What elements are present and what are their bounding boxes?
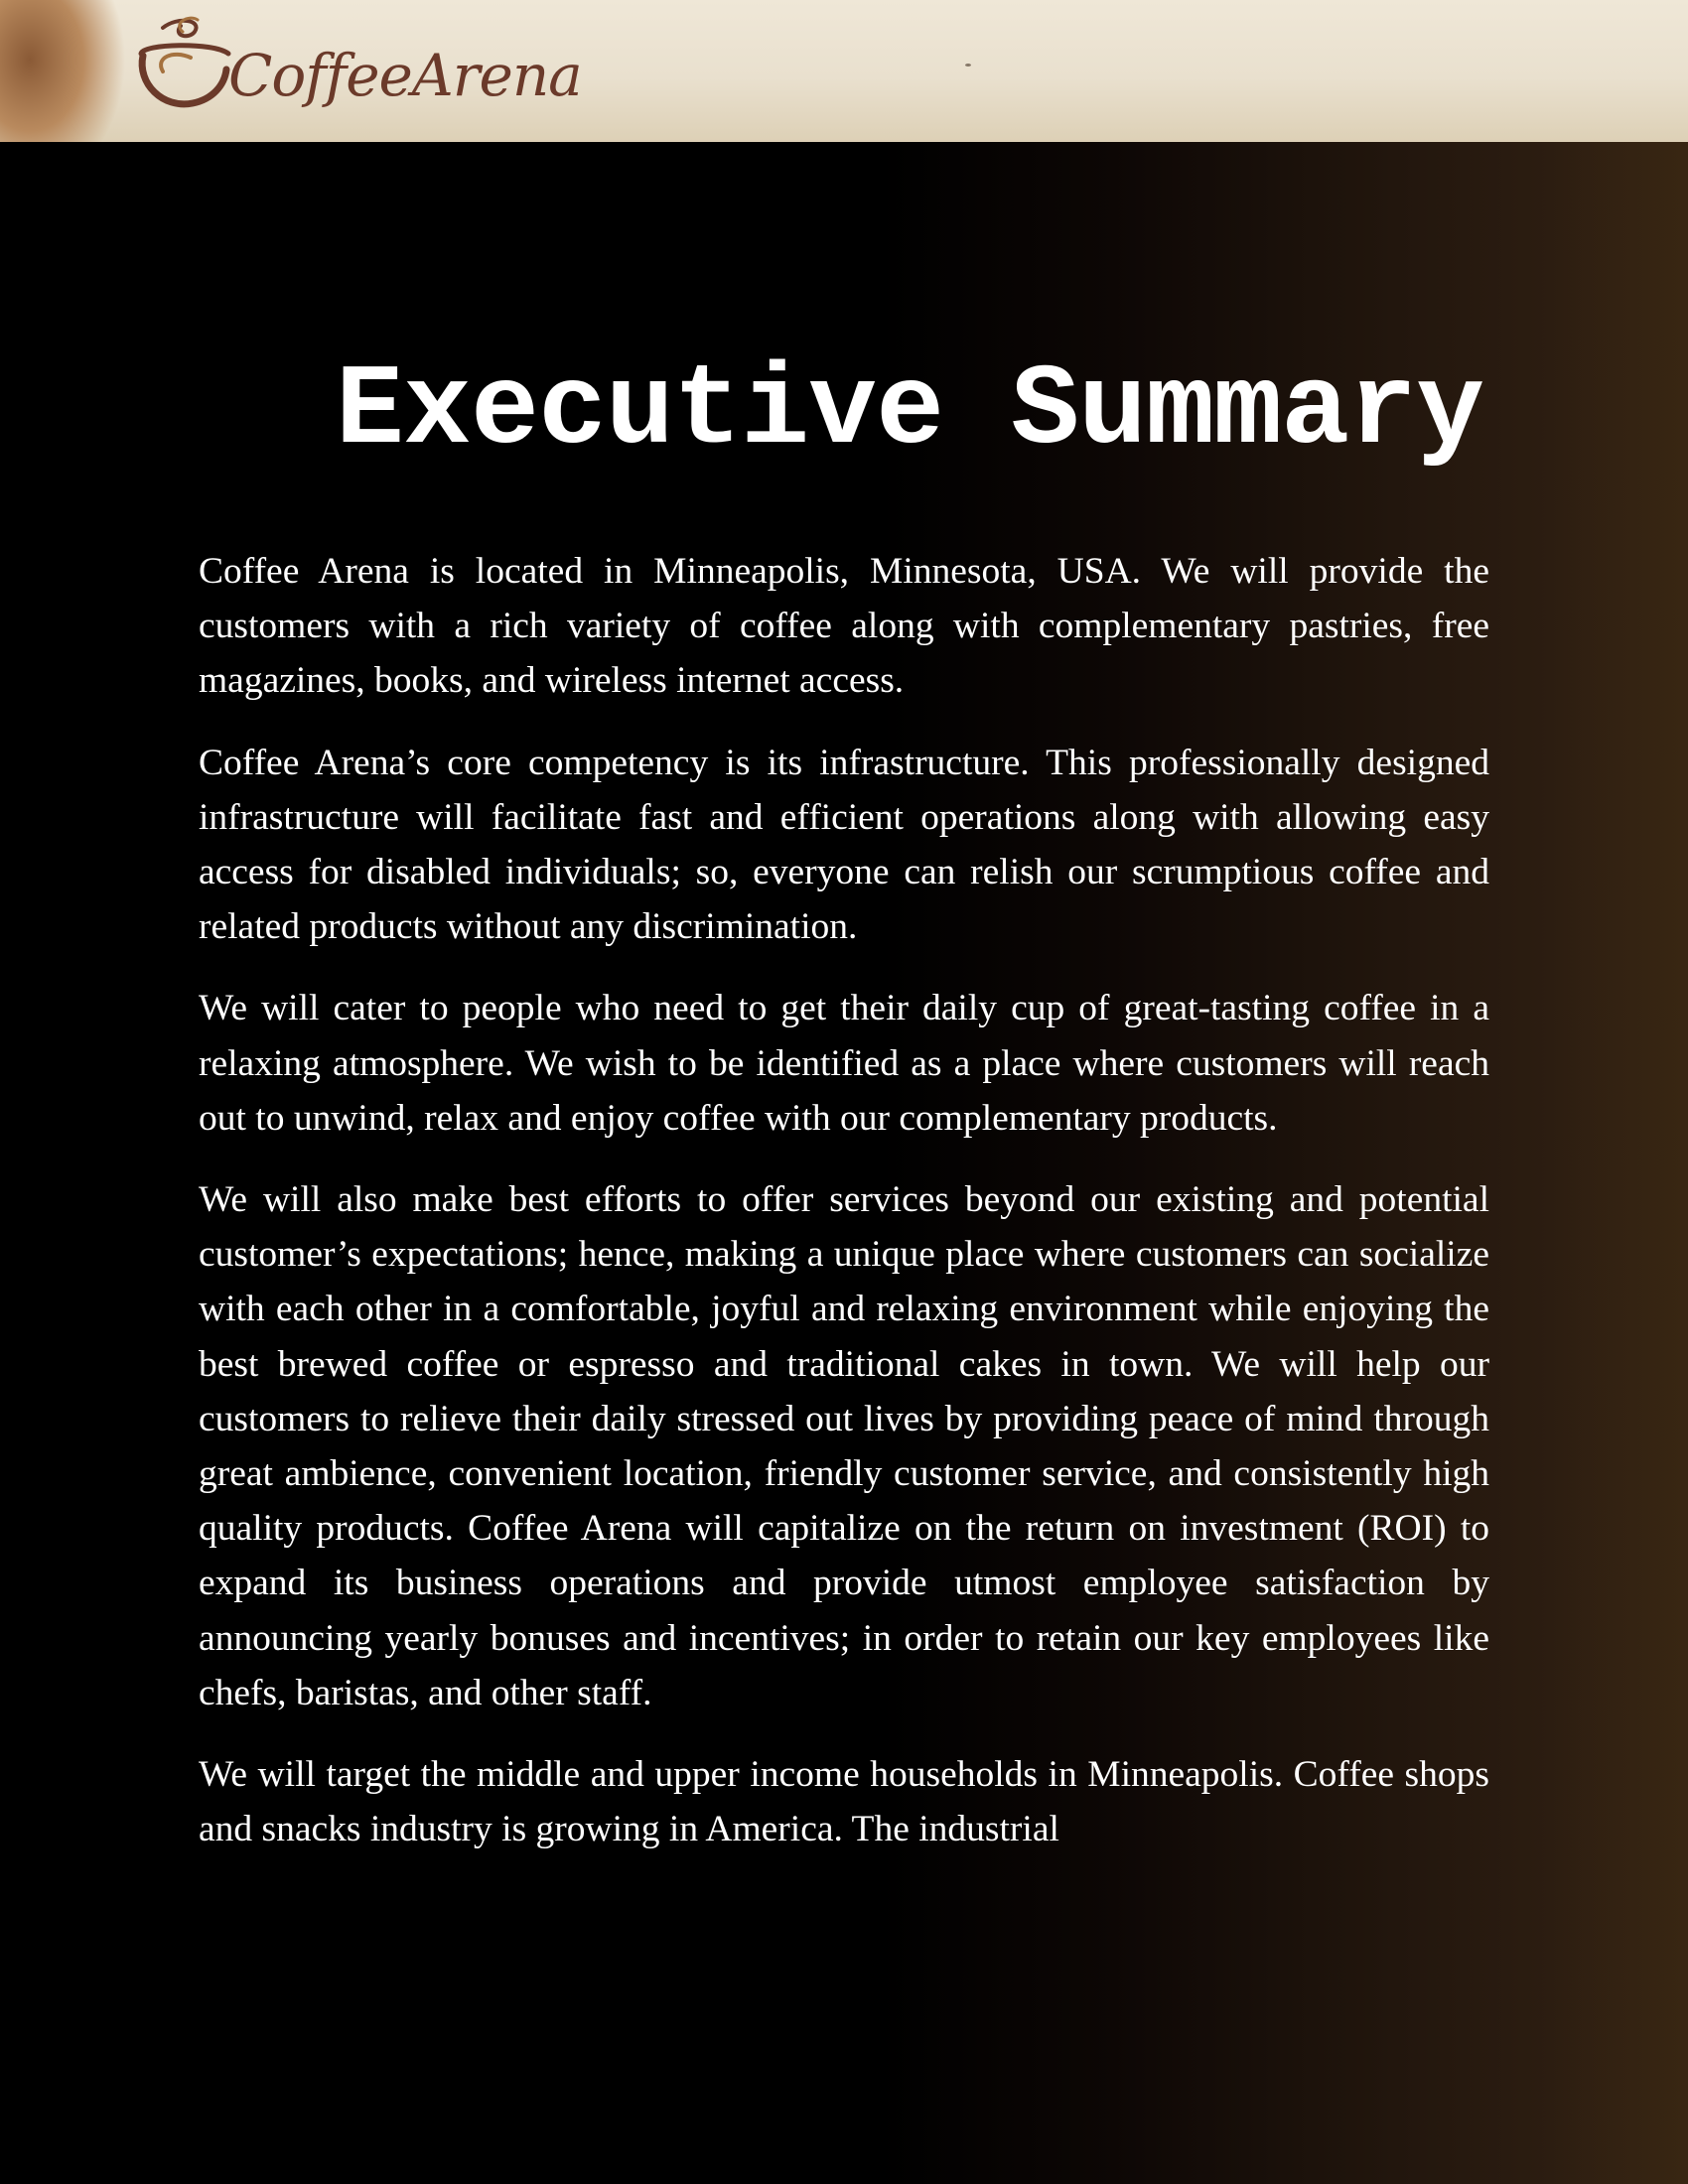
- coffee-arena-logo: [133, 14, 582, 113]
- paragraph: We will cater to people who need to get their daily cup of great-tasting coffee in a relaxing atmosphere. We wish to be identified as a place where customers will reach out to unwind, relax and enjoy coffee with our complementary products.: [199, 988, 1489, 1139]
- page-title: Executive Summary: [336, 346, 1484, 477]
- paper-speck: [965, 64, 971, 67]
- logo-wordmark: CoffeeArena: [228, 42, 582, 109]
- paragraph: Coffee Arena is located in Minneapolis, Minnesota, USA. We will provide the customers with a rich variety of coffee along with complementary pastries, free magazines, books, and wireless internet access.: [199, 551, 1489, 702]
- paragraph: We will also make best efforts to offer services beyond our existing and potential customer’s expectations; hence, making a unique place where customers can socialize with each other in a comfortable, joyful and relaxing environment while enjoying the best brewed coffee or espresso and traditional cakes in town. We will help our customers to relieve their daily stressed out lives by providing peace of mind through great ambience, convenient location, friendly customer service, and consistently high quality products. Coffee Arena will capitalize on the return on investment (ROI) to expand its business operations and provide utmost employee satisfaction by announcing yearly bonuses and incentives; in order to retain our key employees like chefs, baristas, and other staff.: [199, 1179, 1489, 1713]
- header-band: [0, 0, 1688, 142]
- coffee-cup-icon: [133, 14, 242, 113]
- summary-body: [199, 544, 1489, 1883]
- paragraph: We will target the middle and upper income households in Minneapolis. Coffee shops and snacks industry is growing in America. The industrial: [199, 1754, 1489, 1850]
- paragraph: Coffee Arena’s core competency is its infrastructure. This professionally designed infrastructure will facilitate fast and efficient operations along with allowing easy access for disabled individuals; so, everyone can relish our scrumptious coffee and related products without any discrimination.: [199, 742, 1489, 948]
